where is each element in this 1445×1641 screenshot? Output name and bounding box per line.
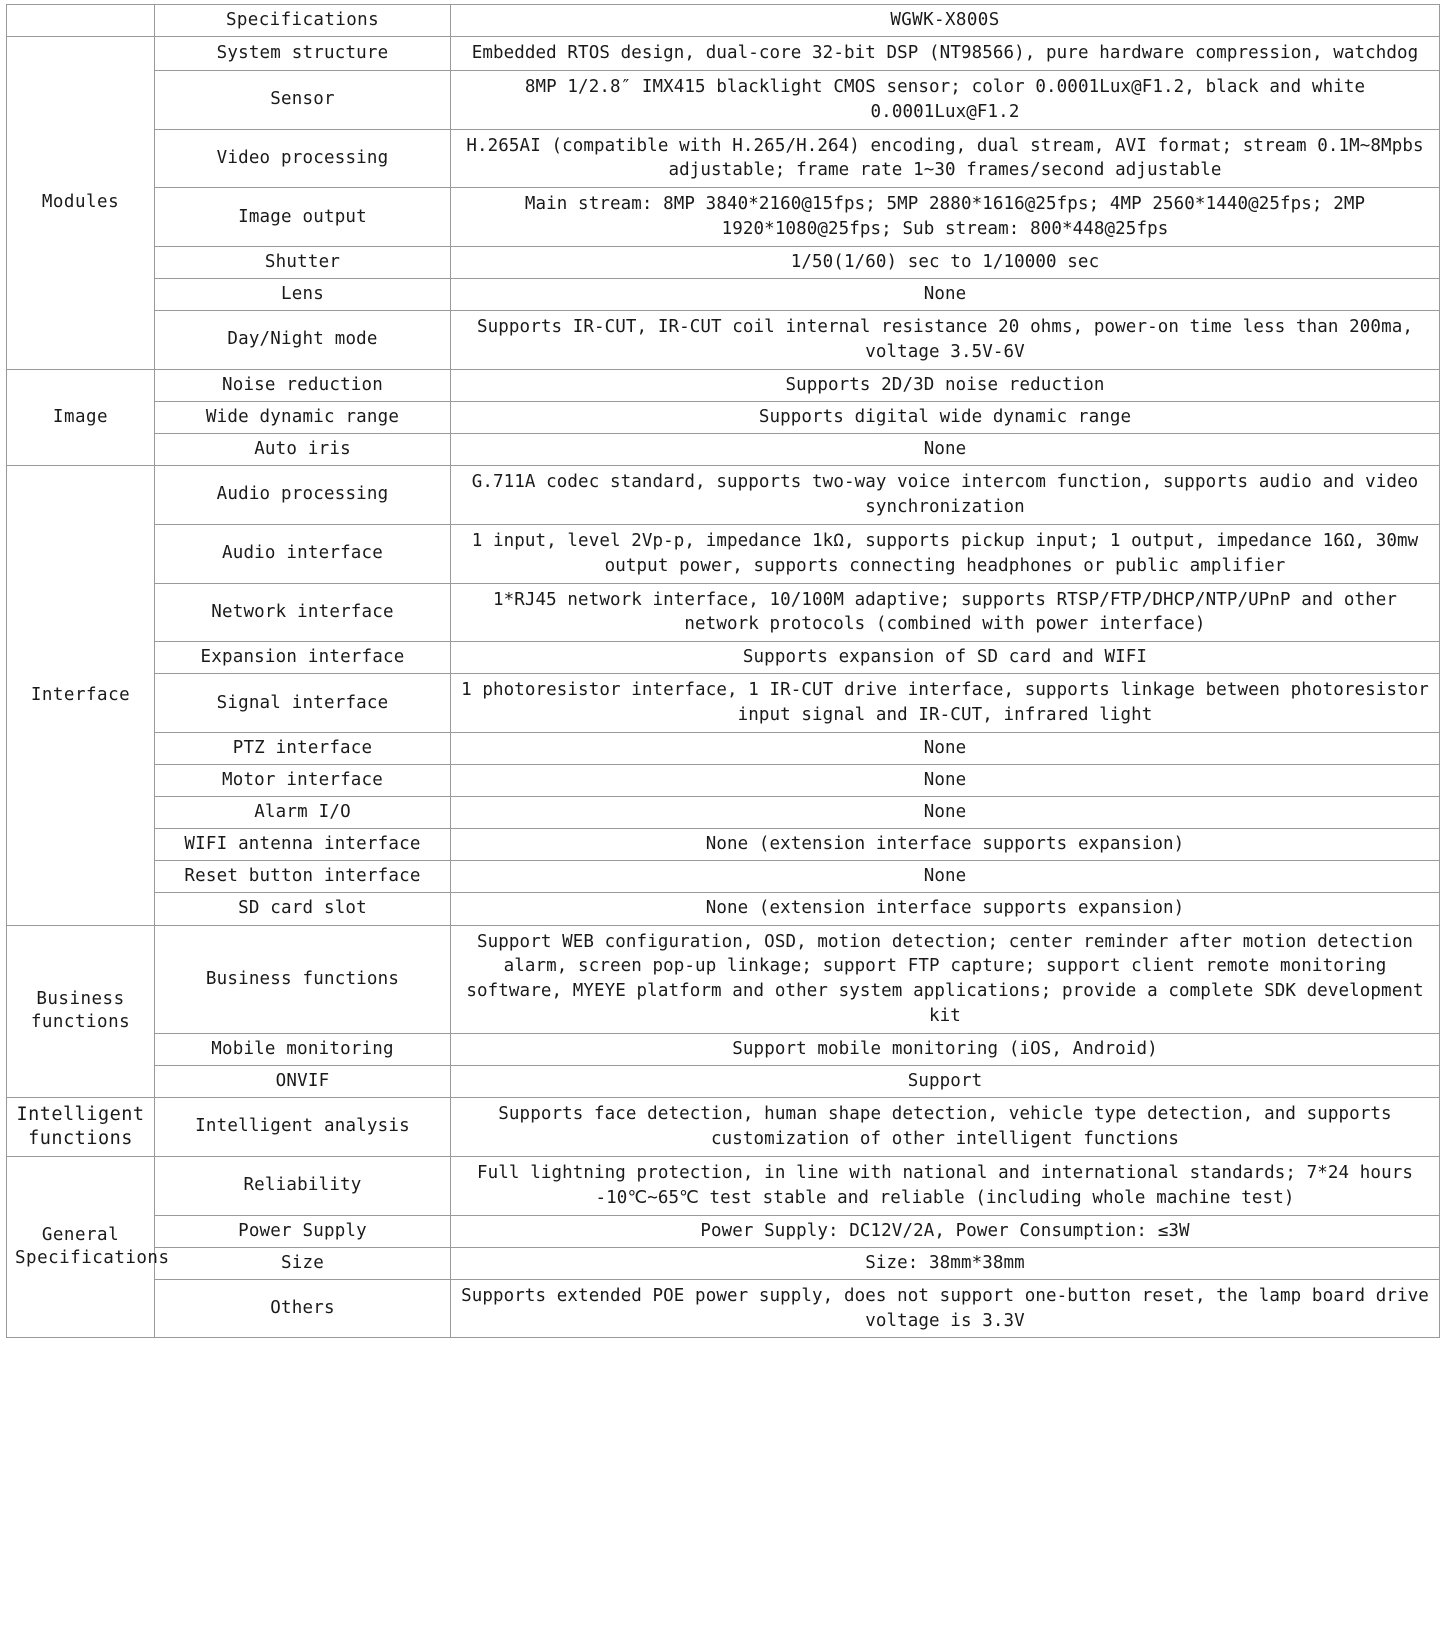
spec-value: None bbox=[451, 279, 1440, 311]
table-row bbox=[7, 765, 1440, 797]
spec-value: None (extension interface supports expansion) bbox=[451, 893, 1440, 925]
spec-value: Supports digital wide dynamic range bbox=[451, 401, 1440, 433]
table-row bbox=[7, 1215, 1440, 1247]
table-row bbox=[7, 401, 1440, 433]
spec-item: Wide dynamic range bbox=[155, 401, 451, 433]
table-row bbox=[7, 311, 1440, 370]
group-label-business-functions: Business functions bbox=[7, 925, 155, 1098]
spec-value: None bbox=[451, 861, 1440, 893]
header-model: WGWK-X800S bbox=[451, 5, 1440, 37]
table-row bbox=[7, 893, 1440, 925]
spec-item: Shutter bbox=[155, 247, 451, 279]
table-row bbox=[7, 797, 1440, 829]
spec-item: Day/Night mode bbox=[155, 311, 451, 370]
table-row bbox=[7, 369, 1440, 401]
table-row bbox=[7, 1033, 1440, 1065]
spec-value: None bbox=[451, 434, 1440, 466]
spec-item: Audio interface bbox=[155, 524, 451, 583]
spec-value: None bbox=[451, 733, 1440, 765]
group-label-intelligent-functions: Intelligent functions bbox=[7, 1098, 155, 1157]
table-row bbox=[7, 1247, 1440, 1279]
table-header-row bbox=[7, 5, 1440, 37]
spec-value: Support mobile monitoring (iOS, Android) bbox=[451, 1033, 1440, 1065]
spec-value: 1 input, level 2Vp-p, impedance 1kΩ, supports pickup input; 1 output, impedance 16Ω, 30mw output power, supports connecting headphones or public amplifier bbox=[451, 524, 1440, 583]
table-row bbox=[7, 434, 1440, 466]
spec-value: None bbox=[451, 797, 1440, 829]
spec-item: Reset button interface bbox=[155, 861, 451, 893]
table-row bbox=[7, 188, 1440, 247]
spec-item: SD card slot bbox=[155, 893, 451, 925]
spec-item: Power Supply bbox=[155, 1215, 451, 1247]
spec-value: H.265AI (compatible with H.265/H.264) encoding, dual stream, AVI format; stream 0.1M~8Mpbs adjustable; frame rate 1~30 frames/second adjustable bbox=[451, 129, 1440, 188]
spec-item: WIFI antenna interface bbox=[155, 829, 451, 861]
group-label-modules: Modules bbox=[7, 37, 155, 370]
spec-item: Business functions bbox=[155, 925, 451, 1033]
header-specifications: Specifications bbox=[155, 5, 451, 37]
table-row bbox=[7, 129, 1440, 188]
spec-item: Motor interface bbox=[155, 765, 451, 797]
table-row bbox=[7, 70, 1440, 129]
spec-item: Noise reduction bbox=[155, 369, 451, 401]
spec-item: Signal interface bbox=[155, 674, 451, 733]
spec-value: Supports face detection, human shape detection, vehicle type detection, and supports customization of other intelligent functions bbox=[451, 1098, 1440, 1157]
spec-value: Size: 38mm*38mm bbox=[451, 1247, 1440, 1279]
spec-value: 1 photoresistor interface, 1 IR-CUT drive interface, supports linkage between photoresistor input signal and IR-CUT, infrared light bbox=[451, 674, 1440, 733]
table-row bbox=[7, 674, 1440, 733]
spec-value: 1/50(1/60) sec to 1/10000 sec bbox=[451, 247, 1440, 279]
specifications-table bbox=[6, 4, 1440, 1338]
spec-value: Power Supply: DC12V/2A, Power Consumption: ≤3W bbox=[451, 1215, 1440, 1247]
spec-item: PTZ interface bbox=[155, 733, 451, 765]
table-row bbox=[7, 1156, 1440, 1215]
spec-item: Reliability bbox=[155, 1156, 451, 1215]
group-label-image: Image bbox=[7, 369, 155, 465]
table-row bbox=[7, 1098, 1440, 1157]
table-row bbox=[7, 583, 1440, 642]
spec-value: Embedded RTOS design, dual-core 32-bit DSP (NT98566), pure hardware compression, watchdog bbox=[451, 37, 1440, 71]
spec-value: Supports 2D/3D noise reduction bbox=[451, 369, 1440, 401]
table-row bbox=[7, 861, 1440, 893]
group-label-general-specifications: General Specifications bbox=[7, 1156, 155, 1338]
spec-value: Full lightning protection, in line with national and international standards; 7*24 hours -10℃~65℃ test stable and reliable (including whole machine test) bbox=[451, 1156, 1440, 1215]
table-row bbox=[7, 1066, 1440, 1098]
spec-item: Expansion interface bbox=[155, 642, 451, 674]
table-row bbox=[7, 279, 1440, 311]
spec-item: Lens bbox=[155, 279, 451, 311]
spec-item: Sensor bbox=[155, 70, 451, 129]
spec-item: Size bbox=[155, 1247, 451, 1279]
spec-value: Supports extended POE power supply, does not support one-button reset, the lamp board drive voltage is 3.3V bbox=[451, 1279, 1440, 1338]
spec-value: Supports expansion of SD card and WIFI bbox=[451, 642, 1440, 674]
spec-item: Others bbox=[155, 1279, 451, 1338]
spec-value: Main stream: 8MP 3840*2160@15fps; 5MP 2880*1616@25fps; 4MP 2560*1440@25fps; 2MP 1920*1080@25fps; Sub stream: 800*448@25fps bbox=[451, 188, 1440, 247]
spec-item: Network interface bbox=[155, 583, 451, 642]
spec-value: None bbox=[451, 765, 1440, 797]
spec-item: Image output bbox=[155, 188, 451, 247]
spec-item: Auto iris bbox=[155, 434, 451, 466]
spec-value: 8MP 1/2.8″ IMX415 blacklight CMOS sensor; color 0.0001Lux@F1.2, black and white 0.0001Lux@F1.2 bbox=[451, 70, 1440, 129]
table-row bbox=[7, 37, 1440, 71]
table-row bbox=[7, 466, 1440, 525]
spec-item: ONVIF bbox=[155, 1066, 451, 1098]
group-label-interface: Interface bbox=[7, 466, 155, 925]
spec-value: G.711A codec standard, supports two-way voice intercom function, supports audio and video synchronization bbox=[451, 466, 1440, 525]
spec-value: 1*RJ45 network interface, 10/100M adaptive; supports RTSP/FTP/DHCP/NTP/UPnP and other network protocols (combined with power interface) bbox=[451, 583, 1440, 642]
spec-value: Support bbox=[451, 1066, 1440, 1098]
spec-value: Support WEB configuration, OSD, motion detection; center reminder after motion detection alarm, screen pop-up linkage; support FTP capture; support client remote monitoring software, MYEYE platform and other system applications; provide a complete SDK development kit bbox=[451, 925, 1440, 1033]
spec-value: Supports IR-CUT, IR-CUT coil internal resistance 20 ohms, power-on time less than 200ma, voltage 3.5V-6V bbox=[451, 311, 1440, 370]
table-row bbox=[7, 524, 1440, 583]
table-row bbox=[7, 1279, 1440, 1338]
spec-item: Audio processing bbox=[155, 466, 451, 525]
table-row bbox=[7, 247, 1440, 279]
spec-item: System structure bbox=[155, 37, 451, 71]
table-row bbox=[7, 733, 1440, 765]
table-row bbox=[7, 829, 1440, 861]
table-row bbox=[7, 642, 1440, 674]
spec-item: Video processing bbox=[155, 129, 451, 188]
spec-item: Alarm I/O bbox=[155, 797, 451, 829]
table-row bbox=[7, 925, 1440, 1033]
header-group-blank bbox=[7, 5, 155, 37]
spec-item: Intelligent analysis bbox=[155, 1098, 451, 1157]
spec-value: None (extension interface supports expansion) bbox=[451, 829, 1440, 861]
spec-item: Mobile monitoring bbox=[155, 1033, 451, 1065]
